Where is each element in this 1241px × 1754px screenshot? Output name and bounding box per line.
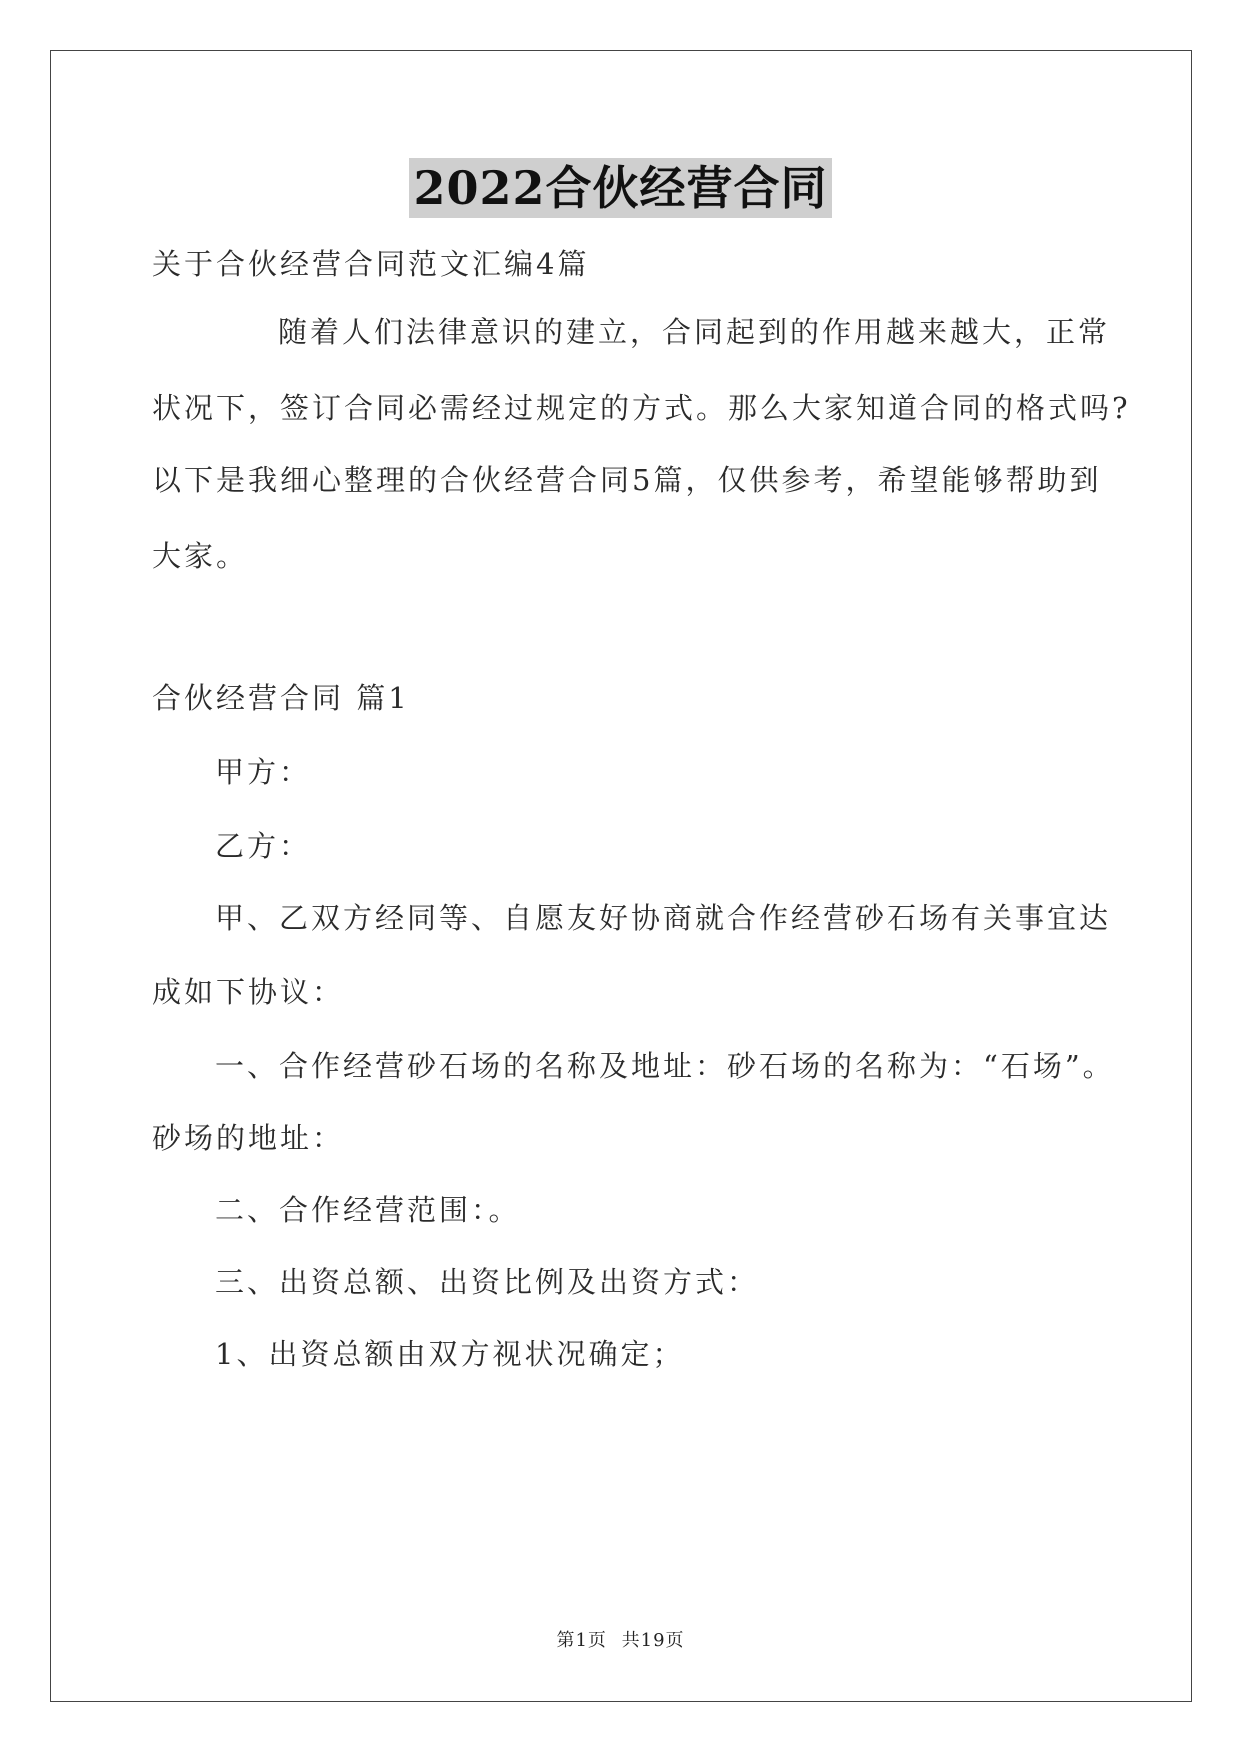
paragraph-line: 以下是我细心整理的合伙经营合同5篇，仅供参考，希望能够帮助到	[152, 463, 1102, 497]
paragraph-line: 状况下，签订合同必需经过规定的方式。那么大家知道合同的格式吗?	[152, 391, 1131, 425]
paragraph-line: 成如下协议：	[152, 975, 345, 1009]
section-heading: 合伙经营合同 篇1	[152, 681, 410, 715]
clause-line: 1、出资总额由双方视状况确定；	[215, 1337, 685, 1371]
page-footer	[0, 1626, 1241, 1652]
paragraph-line: 大家。	[152, 539, 249, 573]
page-total: 共19页	[621, 1630, 685, 1651]
clause-line: 砂场的地址：	[152, 1121, 345, 1155]
clause-line: 一、合作经营砂石场的名称及地址：砂石场的名称为：“石场”。	[215, 1049, 1115, 1083]
clause-line: 二、合作经营范围：。	[215, 1193, 521, 1227]
paragraph-line: 甲、乙双方经同等、自愿友好协商就合作经营砂石场有关事宜达	[215, 901, 1112, 935]
paragraph-line: 随着人们法律意识的建立，合同起到的作用越来越大，正常	[278, 315, 1111, 349]
page-number: 第1页	[556, 1630, 607, 1651]
clause-line: 三、出资总额、出资比例及出资方式：	[215, 1265, 760, 1299]
party-a-label: 甲方：	[215, 755, 312, 789]
title-container	[0, 158, 1241, 218]
party-b-label: 乙方：	[215, 829, 312, 863]
subtitle-line: 关于合伙经营合同范文汇编4篇	[152, 247, 590, 281]
document-title: 2022合伙经营合同	[409, 158, 831, 218]
page-border	[50, 50, 1192, 1702]
